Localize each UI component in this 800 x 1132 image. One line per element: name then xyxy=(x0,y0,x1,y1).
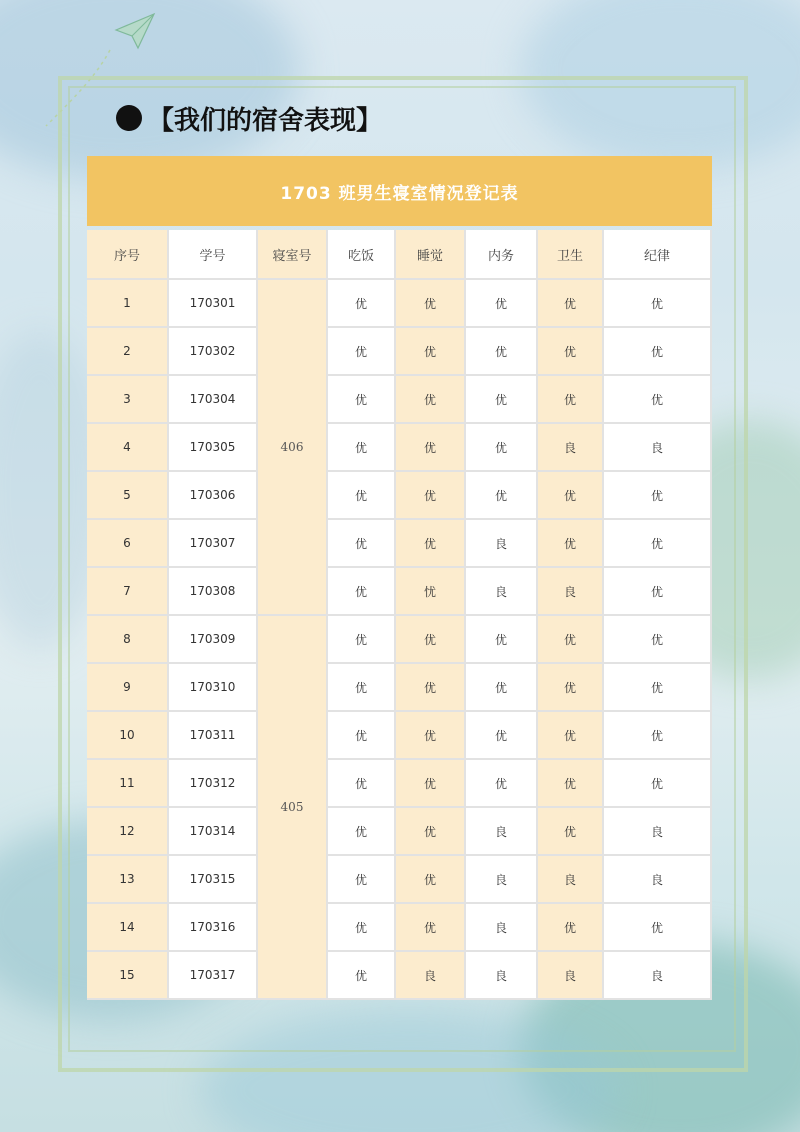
header-sleep: 睡觉 xyxy=(396,230,466,280)
cell-housekeeping: 优 xyxy=(466,712,538,760)
cell-student-id: 170302 xyxy=(169,328,258,376)
cell-index: 3 xyxy=(87,376,169,424)
header-hygiene: 卫生 xyxy=(538,230,604,280)
cell-discipline: 良 xyxy=(604,952,712,1000)
bullet-dot-icon xyxy=(116,105,142,131)
cell-sleep: 优 xyxy=(396,712,466,760)
cell-student-id: 170304 xyxy=(169,376,258,424)
cell-index: 12 xyxy=(87,808,169,856)
cell-student-id: 170310 xyxy=(169,664,258,712)
cell-housekeeping: 优 xyxy=(466,664,538,712)
cell-housekeeping: 优 xyxy=(466,424,538,472)
cell-hygiene: 优 xyxy=(538,520,604,568)
table-row xyxy=(87,760,712,808)
cell-hygiene: 优 xyxy=(538,280,604,328)
cell-discipline: 优 xyxy=(604,712,712,760)
registration-table-card xyxy=(87,156,712,1000)
cell-hygiene: 优 xyxy=(538,760,604,808)
paper-plane-icon xyxy=(112,8,158,54)
cell-housekeeping: 良 xyxy=(466,904,538,952)
cell-discipline: 优 xyxy=(604,904,712,952)
cell-student-id: 170317 xyxy=(169,952,258,1000)
cell-discipline: 优 xyxy=(604,520,712,568)
cell-index: 1 xyxy=(87,280,169,328)
header-student-id: 学号 xyxy=(169,230,258,280)
cell-sleep: 优 xyxy=(396,808,466,856)
cell-dining: 优 xyxy=(328,280,396,328)
cell-index: 8 xyxy=(87,616,169,664)
cell-sleep: 优 xyxy=(396,376,466,424)
cell-sleep: 优 xyxy=(396,520,466,568)
table-row xyxy=(87,424,712,472)
cell-sleep: 优 xyxy=(396,280,466,328)
cell-student-id: 170309 xyxy=(169,616,258,664)
cell-student-id: 170301 xyxy=(169,280,258,328)
cell-sleep: 优 xyxy=(396,904,466,952)
cell-dining: 优 xyxy=(328,568,396,616)
cell-student-id: 170308 xyxy=(169,568,258,616)
cell-housekeeping: 良 xyxy=(466,808,538,856)
cell-index: 9 xyxy=(87,664,169,712)
cell-dining: 优 xyxy=(328,856,396,904)
cell-housekeeping: 优 xyxy=(466,760,538,808)
cell-dining: 优 xyxy=(328,424,396,472)
cell-dining: 优 xyxy=(328,808,396,856)
table-row xyxy=(87,808,712,856)
cell-index: 6 xyxy=(87,520,169,568)
cell-hygiene: 良 xyxy=(538,856,604,904)
dorm-registration-table xyxy=(87,230,712,1000)
cell-discipline: 优 xyxy=(604,760,712,808)
cell-hygiene: 优 xyxy=(538,904,604,952)
cell-sleep: 优 xyxy=(396,424,466,472)
table-row xyxy=(87,472,712,520)
header-index: 序号 xyxy=(87,230,169,280)
cell-index: 7 xyxy=(87,568,169,616)
cell-discipline: 优 xyxy=(604,472,712,520)
cell-student-id: 170312 xyxy=(169,760,258,808)
cell-housekeeping: 优 xyxy=(466,328,538,376)
cell-dining: 优 xyxy=(328,760,396,808)
cell-dining: 优 xyxy=(328,520,396,568)
cell-student-id: 170311 xyxy=(169,712,258,760)
section-heading-text: 【我们的宿舍表现】 xyxy=(148,105,383,136)
cell-dining: 优 xyxy=(328,712,396,760)
cell-index: 10 xyxy=(87,712,169,760)
cell-dining: 优 xyxy=(328,904,396,952)
cell-housekeeping: 良 xyxy=(466,952,538,1000)
cell-sleep: 良 xyxy=(396,952,466,1000)
cell-student-id: 170306 xyxy=(169,472,258,520)
cell-hygiene: 优 xyxy=(538,472,604,520)
cell-discipline: 良 xyxy=(604,808,712,856)
cell-discipline: 优 xyxy=(604,664,712,712)
cell-sleep: 优 xyxy=(396,328,466,376)
cell-sleep: 优 xyxy=(396,760,466,808)
cell-room: 405 xyxy=(258,616,328,1000)
cell-sleep: 忧 xyxy=(396,568,466,616)
table-row xyxy=(87,376,712,424)
table-row xyxy=(87,856,712,904)
cell-hygiene: 优 xyxy=(538,616,604,664)
cell-discipline: 良 xyxy=(604,424,712,472)
header-room: 寝室号 xyxy=(258,230,328,280)
cell-housekeeping: 优 xyxy=(466,616,538,664)
header-housekeeping: 内务 xyxy=(466,230,538,280)
cell-hygiene: 优 xyxy=(538,712,604,760)
cell-hygiene: 良 xyxy=(538,952,604,1000)
table-row xyxy=(87,904,712,952)
cell-hygiene: 优 xyxy=(538,664,604,712)
table-row xyxy=(87,616,712,664)
cell-room: 406 xyxy=(258,280,328,616)
cell-housekeeping: 优 xyxy=(466,280,538,328)
header-dining: 吃饭 xyxy=(328,230,396,280)
cell-index: 14 xyxy=(87,904,169,952)
cell-sleep: 优 xyxy=(396,856,466,904)
cell-dining: 优 xyxy=(328,664,396,712)
cell-discipline: 优 xyxy=(604,328,712,376)
table-row xyxy=(87,328,712,376)
cell-hygiene: 良 xyxy=(538,424,604,472)
cell-discipline: 优 xyxy=(604,376,712,424)
cell-student-id: 170316 xyxy=(169,904,258,952)
cell-index: 15 xyxy=(87,952,169,1000)
cell-hygiene: 优 xyxy=(538,328,604,376)
cell-index: 11 xyxy=(87,760,169,808)
cell-dining: 优 xyxy=(328,472,396,520)
cell-housekeeping: 良 xyxy=(466,568,538,616)
header-discipline: 纪律 xyxy=(604,230,712,280)
cell-dining: 优 xyxy=(328,616,396,664)
cell-dining: 优 xyxy=(328,376,396,424)
table-row xyxy=(87,712,712,760)
table-row xyxy=(87,520,712,568)
cell-sleep: 优 xyxy=(396,664,466,712)
cell-index: 13 xyxy=(87,856,169,904)
cell-sleep: 优 xyxy=(396,616,466,664)
cell-housekeeping: 优 xyxy=(466,472,538,520)
cell-hygiene: 良 xyxy=(538,568,604,616)
cell-student-id: 170315 xyxy=(169,856,258,904)
cell-housekeeping: 良 xyxy=(466,856,538,904)
cell-index: 2 xyxy=(87,328,169,376)
cell-discipline: 优 xyxy=(604,616,712,664)
cell-discipline: 良 xyxy=(604,856,712,904)
cell-student-id: 170307 xyxy=(169,520,258,568)
section-heading xyxy=(116,100,382,136)
cell-housekeeping: 优 xyxy=(466,376,538,424)
table-title: 1703 班男生寝室情况登记表 xyxy=(87,156,712,226)
cell-index: 5 xyxy=(87,472,169,520)
cell-hygiene: 优 xyxy=(538,376,604,424)
table-row xyxy=(87,664,712,712)
cell-housekeeping: 良 xyxy=(466,520,538,568)
cell-hygiene: 优 xyxy=(538,808,604,856)
table-header-row xyxy=(87,230,712,280)
table-row xyxy=(87,280,712,328)
cell-discipline: 优 xyxy=(604,568,712,616)
table-row xyxy=(87,952,712,1000)
cell-sleep: 优 xyxy=(396,472,466,520)
cell-index: 4 xyxy=(87,424,169,472)
cell-student-id: 170314 xyxy=(169,808,258,856)
cell-student-id: 170305 xyxy=(169,424,258,472)
cell-dining: 优 xyxy=(328,328,396,376)
cell-dining: 优 xyxy=(328,952,396,1000)
cell-discipline: 优 xyxy=(604,280,712,328)
table-row xyxy=(87,568,712,616)
